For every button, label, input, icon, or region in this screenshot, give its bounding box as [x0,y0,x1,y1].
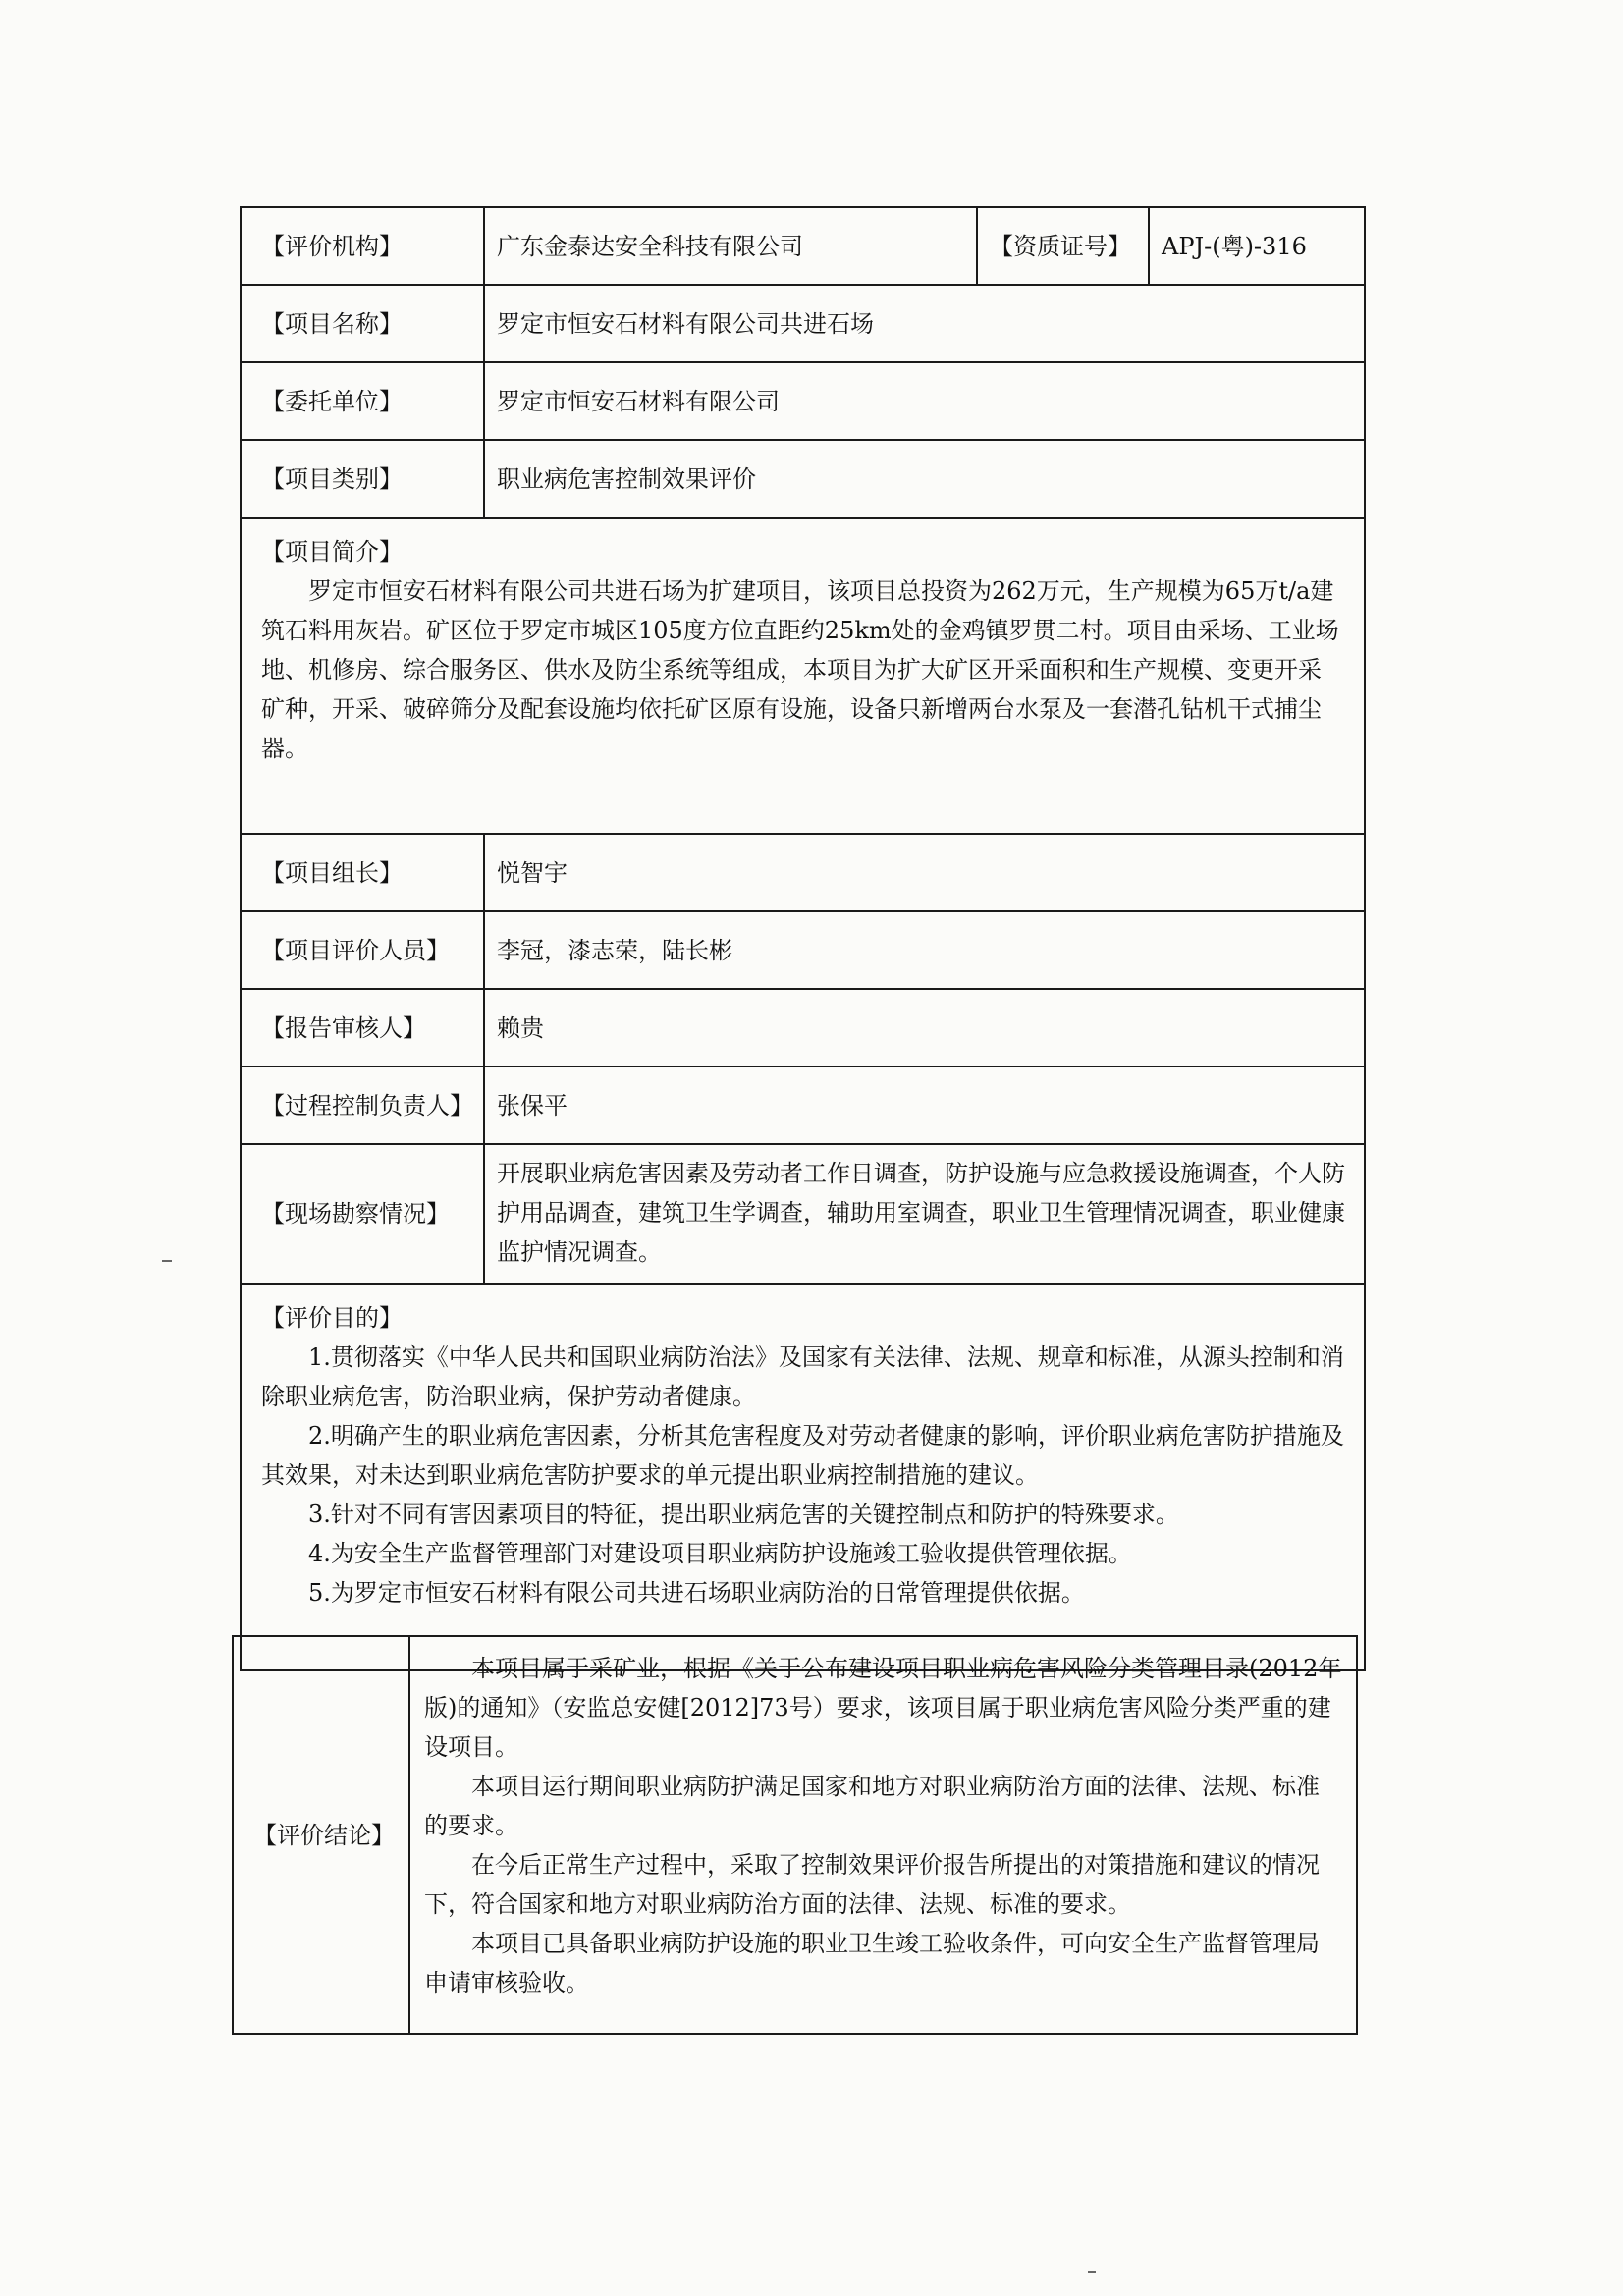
row-evaluators [241,911,1365,989]
client-value: 罗定市恒安石材料有限公司 [484,362,1365,440]
row-project-name [241,285,1365,362]
conclusion-para-3: 在今后正常生产过程中，采取了控制效果评价报告所提出的对策措施和建议的情况下，符合国家和地方对职业病防治方面的法律、法规、标准的要求。 [424,1851,1320,1918]
process-control-value: 张保平 [484,1066,1365,1144]
evaluators-value: 李冠，漆志荣，陆长彬 [484,911,1365,989]
cert-value: APJ-(粤)-316 [1149,207,1365,285]
leader-label: 【项目组长】 [241,834,484,911]
conclusion-para-1: 本项目属于采矿业，根据《关于公布建设项目职业病危害风险分类管理目录(2012年版)的通知》（安监总安健[2012]73号）要求，该项目属于职业病危害风险分类严重的建设项目。 [424,1655,1342,1761]
cert-label: 【资质证号】 [977,207,1149,285]
category-label: 【项目类别】 [241,440,484,518]
conclusion-table [232,1635,1358,2035]
category-value: 职业病危害控制效果评价 [484,440,1365,518]
process-control-label: 【过程控制负责人】 [241,1066,484,1144]
purpose-item-3: 3.针对不同有害因素项目的特征，提出职业病危害的关键控制点和防护的特殊要求。 [308,1501,1179,1528]
purpose-title: 【评价目的】 [261,1304,403,1332]
agency-label: 【评价机构】 [241,207,484,285]
conclusion-para-4: 本项目已具备职业病防护设施的职业卫生竣工验收条件，可向安全生产监督管理局申请审核验收。 [424,1930,1320,1996]
intro-title: 【项目简介】 [261,538,403,566]
conclusion-label: 【评价结论】 [233,1636,409,2034]
row-category [241,440,1365,518]
agency-value: 广东金泰达安全科技有限公司 [484,207,977,285]
row-leader [241,834,1365,911]
project-name-label: 【项目名称】 [241,285,484,362]
row-purpose [241,1284,1365,1670]
reviewer-value: 赖贵 [484,989,1365,1066]
info-table [240,206,1366,1671]
purpose-item-4: 4.为安全生产监督管理部门对建设项目职业病防护设施竣工验收提供管理依据。 [308,1540,1132,1567]
conclusion-para-2: 本项目运行期间职业病防护满足国家和地方对职业病防治方面的法律、法规、标准的要求。 [424,1773,1320,1839]
scan-mark [162,1260,172,1262]
row-conclusion [233,1636,1357,2034]
intro-text: 罗定市恒安石材料有限公司共进石场为扩建项目，该项目总投资为262万元，生产规模为65万t/a建筑石料用灰岩。矿区位于罗定市城区105度方位直距约25km处的金鸡镇罗贯二村。项目由采场、工业场地、机修房、综合服务区、供水及防尘系统等组成，本项目为扩大矿区开采面积和生产规模、变更开采矿种，开采、破碎筛分及配套设施均依托矿区原有设施，设备只新增两台水泵及一套潜孔钻机干式捕尘器。 [261,577,1339,762]
purpose-item-5: 5.为罗定市恒安石材料有限公司共进石场职业病防治的日常管理提供依据。 [308,1579,1085,1607]
survey-label: 【现场勘察情况】 [241,1144,484,1284]
row-client [241,362,1365,440]
leader-value: 悦智宇 [484,834,1365,911]
row-agency [241,207,1365,285]
row-reviewer [241,989,1365,1066]
purpose-item-1: 1.贯彻落实《中华人民共和国职业病防治法》及国家有关法律、法规、规章和标准，从源头控制和消除职业病危害，防治职业病，保护劳动者健康。 [261,1343,1344,1410]
conclusion-body [409,1636,1357,2034]
row-survey [241,1144,1365,1284]
client-label: 【委托单位】 [241,362,484,440]
purpose-item-2: 2.明确产生的职业病危害因素，分析其危害程度及对劳动者健康的影响，评价职业病危害防护措施及其效果，对未达到职业病危害防护要求的单元提出职业病控制措施的建议。 [261,1422,1344,1489]
project-name-value: 罗定市恒安石材料有限公司共进石场 [484,285,1365,362]
evaluators-label: 【项目评价人员】 [241,911,484,989]
survey-value: 开展职业病危害因素及劳动者工作日调查，防护设施与应急救援设施调查，个人防护用品调查，建筑卫生学调查，辅助用室调查，职业卫生管理情况调查，职业健康监护情况调查。 [484,1144,1365,1284]
purpose-section [241,1284,1365,1670]
row-process-control [241,1066,1365,1144]
scan-mark [1088,2271,1096,2273]
reviewer-label: 【报告审核人】 [241,989,484,1066]
row-intro [241,518,1365,834]
intro-section [241,518,1365,834]
